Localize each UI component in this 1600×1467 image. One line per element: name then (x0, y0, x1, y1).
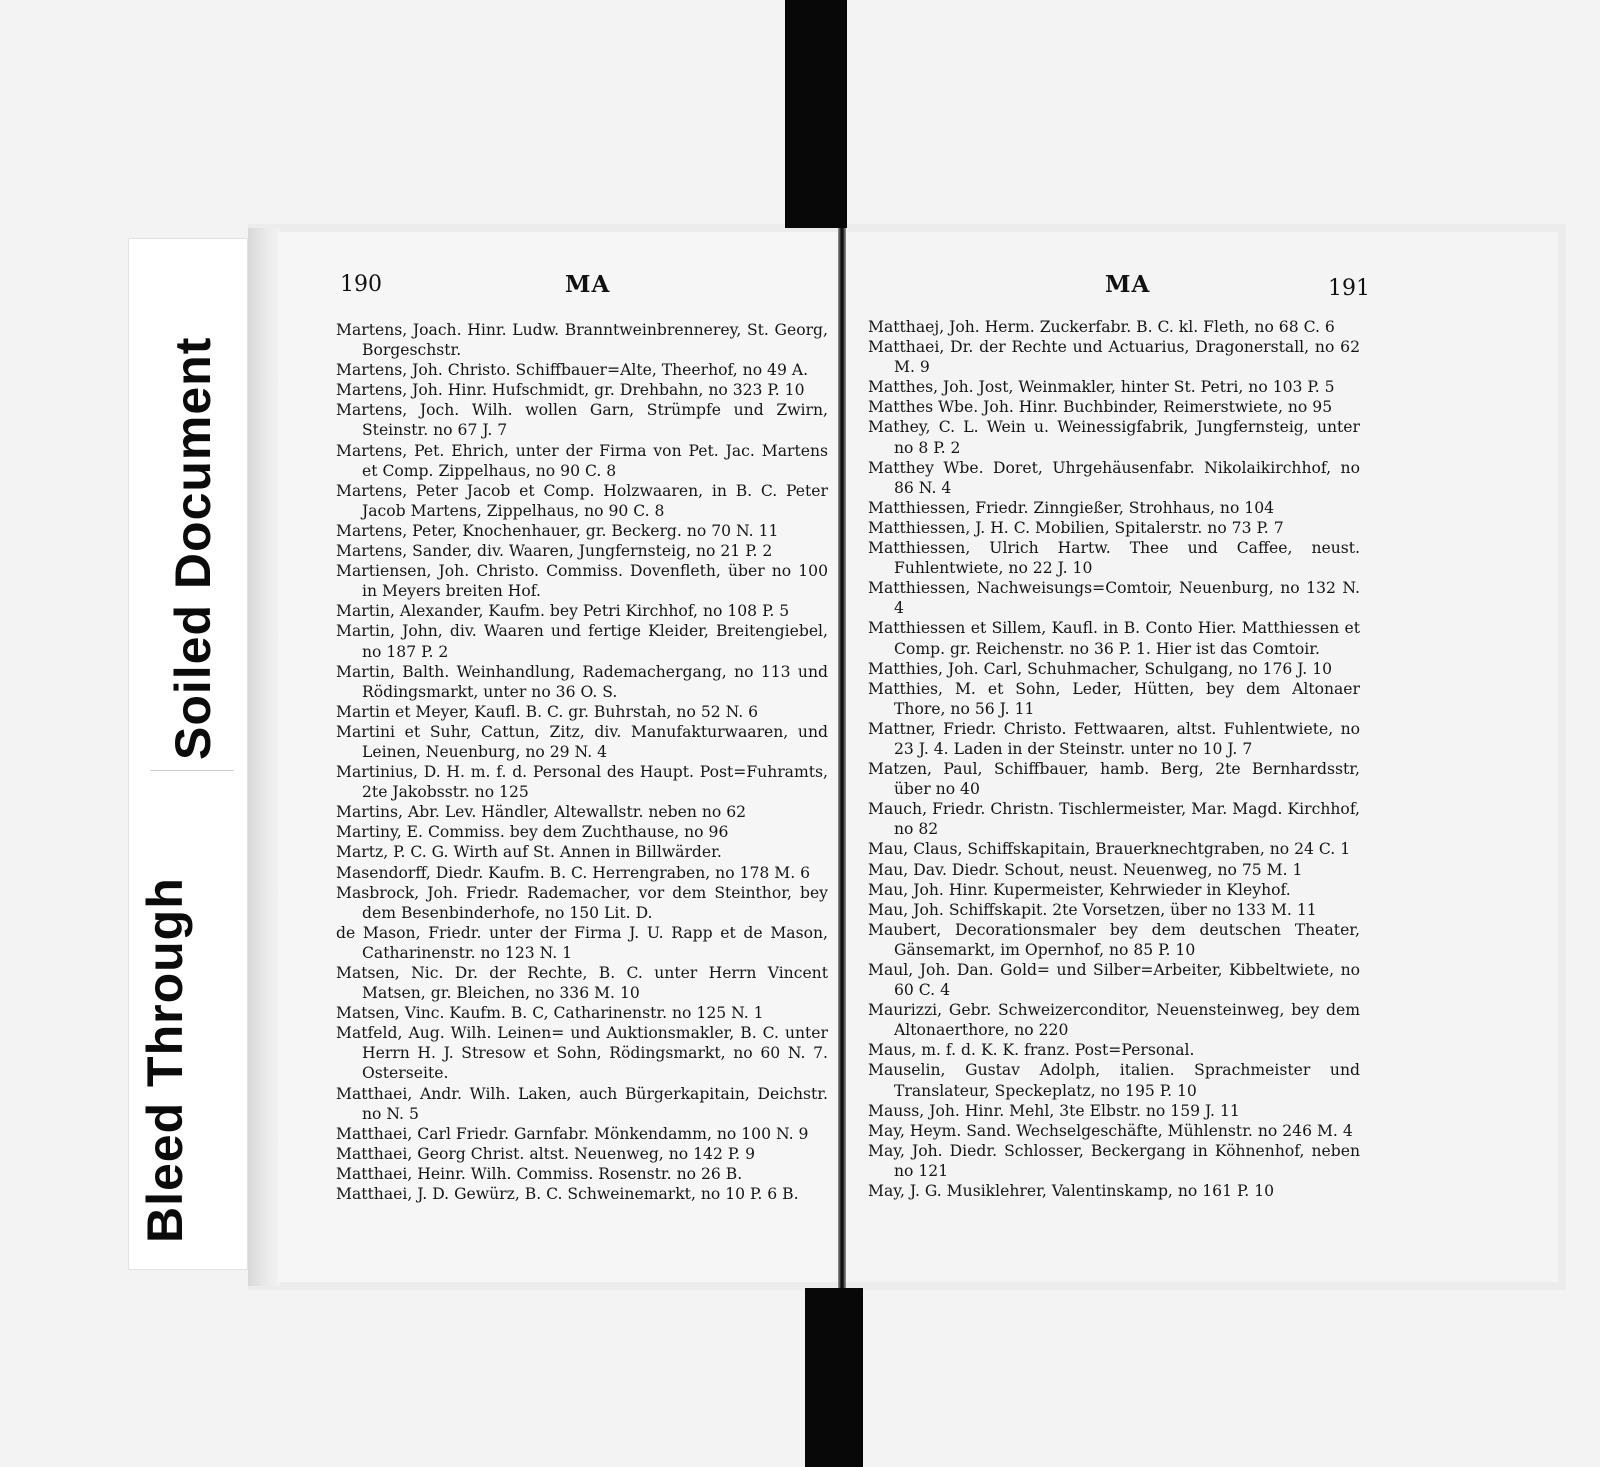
directory-entry: Martin et Meyer, Kaufl. B. C. gr. Buhrstah, no 52 N. 6 (336, 702, 759, 721)
directory-entry: May, Joh. Diedr. Schlosser, Beckergang in Köhnenhof, neben no 121 (868, 1141, 1360, 1180)
directory-entry: Maul, Joh. Dan. Gold= und Silber=Arbeiter, Kibbeltwiete, no 60 C. 4 (868, 961, 1360, 1000)
soiled-document-label: Soiled Document (165, 336, 221, 760)
top-clip (785, 0, 847, 228)
directory-entry: Martin, Alexander, Kaufm. bey Petri Kirchhof, no 108 P. 5 (336, 602, 790, 621)
directory-entry: Matthaei, Georg Christ. altst. Neuenweg, no 142 P. 9 (336, 1144, 755, 1163)
directory-entry: Mau, Joh. Hinr. Kupermeister, Kehrwieder in Kleyhof. (868, 880, 1291, 899)
directory-entry: Martin, Balth. Weinhandlung, Rademachergang, no 113 und Rödingsmarkt, unter no 36 O. S. (336, 662, 828, 701)
directory-entry: Mattner, Friedr. Christo. Fettwaaren, altst. Fuhlentwiete, no 23 J. 4. Laden in der Steinstr. unter no 10 J. 7 (868, 719, 1360, 758)
directory-entry: Maus, m. f. d. K. K. franz. Post=Personal. (868, 1041, 1195, 1060)
directory-entry: Martiny, E. Commiss. bey dem Zuchthause, no 96 (336, 823, 729, 842)
directory-entry: Masendorff, Diedr. Kaufm. B. C. Herrengraben, no 178 M. 6 (336, 863, 811, 882)
directory-entry: Matthiessen, Ulrich Hartw. Thee und Caffee, neust. Fuhlentwiete, no 22 J. 10 (868, 539, 1360, 578)
directory-entry: Matthaei, Carl Friedr. Garnfabr. Mönkendamm, no 100 N. 9 (336, 1124, 809, 1143)
directory-entry: Matthies, Joh. Carl, Schuhmacher, Schulgang, no 176 J. 10 (868, 659, 1333, 678)
label-divider (150, 770, 234, 771)
left-page-header: MA (565, 271, 611, 298)
book-gutter (838, 228, 846, 1290)
directory-entry: Mauselin, Gustav Adolph, italien. Sprachmeister und Translateur, Speckeplatz, no 195 P. 10 (868, 1061, 1360, 1100)
directory-entry: Matthies, M. et Sohn, Leder, Hütten, bey dem Altonaer Thore, no 56 J. 11 (868, 679, 1360, 718)
directory-entry: Martens, Peter Jacob et Comp. Holzwaaren, in B. C. Peter Jacob Martens, Zippelhaus, no 90 C. 8 (336, 481, 828, 520)
directory-entry: Martz, P. C. G. Wirth auf St. Annen in Billwärder. (336, 843, 722, 862)
directory-entry: Mauch, Friedr. Christn. Tischlermeister, Mar. Magd. Kirchhof, no 82 (868, 800, 1360, 839)
directory-entry: Matfeld, Aug. Wilh. Leinen= und Auktionsmakler, B. C. unter Herrn H. J. Stresow et Sohn, Rödingsmarkt, no 60 N. 7. Osterseite. (336, 1024, 828, 1083)
directory-entry: Martinius, D. H. m. f. d. Personal des Haupt. Post=Fuhramts, 2te Jakobsstr. no 125 (336, 763, 828, 802)
directory-entry: Matthes Wbe. Joh. Hinr. Buchbinder, Reimerstwiete, no 95 (868, 398, 1333, 417)
directory-entry: Maurizzi, Gebr. Schweizerconditor, Neuensteinweg, bey dem Altonaerthore, no 220 (868, 1001, 1360, 1040)
bottom-clip (805, 1288, 863, 1467)
directory-entry: Matthes, Joh. Jost, Weinmakler, hinter St. Petri, no 103 P. 5 (868, 378, 1335, 397)
page-edge (248, 228, 280, 1286)
left-entries-list (336, 320, 828, 1204)
left-page-number: 190 (340, 272, 382, 297)
directory-entry: Masbrock, Joh. Friedr. Rademacher, vor dem Steinthor, bey dem Besenbinderhofe, no 150 Lit. D. (336, 883, 828, 922)
directory-entry: Matzen, Paul, Schiffbauer, hamb. Berg, 2te Bernhardsstr, über no 40 (868, 760, 1360, 799)
directory-entry: Matthiessen et Sillem, Kaufl. in B. Conto Hier. Matthiessen et Comp. gr. Reichenstr. no 36 P. 1. Hier ist das Comtoir. (868, 619, 1360, 658)
directory-entry: Maubert, Decorationsmaler bey dem deutschen Theater, Gänsemarkt, im Opernhof, no 85 P. 10 (868, 920, 1360, 959)
directory-entry: Matthiessen, Nachweisungs=Comtoir, Neuenburg, no 132 N. 4 (868, 579, 1360, 618)
directory-entry: de Mason, Friedr. unter der Firma J. U. Rapp et de Mason, Catharinenstr. no 123 N. 1 (336, 923, 828, 962)
directory-entry: May, Heym. Sand. Wechselgeschäfte, Mühlenstr. no 246 M. 4 (868, 1121, 1353, 1140)
directory-entry: Matthiessen, Friedr. Zinngießer, Strohhaus, no 104 (868, 498, 1275, 517)
directory-entry: Martens, Pet. Ehrich, unter der Firma von Pet. Jac. Martens et Comp. Zippelhaus, no 90 C. 8 (336, 441, 828, 480)
directory-entry: Matsen, Vinc. Kaufm. B. C, Catharinenstr. no 125 N. 1 (336, 1004, 764, 1023)
directory-entry: Matthaei, Heinr. Wilh. Commiss. Rosenstr. no 26 B. (336, 1164, 743, 1183)
directory-entry: Matthaej, Joh. Herm. Zuckerfabr. B. C. kl. Fleth, no 68 C. 6 (868, 318, 1335, 336)
directory-entry: Matthaei, Andr. Wilh. Laken, auch Bürgerkapitain, Deichstr. no N. 5 (336, 1084, 828, 1123)
bleed-through-label: Bleed Through (137, 877, 193, 1243)
directory-entry: Martens, Joach. Hinr. Ludw. Branntweinbrennerey, St. Georg, Borgeschstr. (336, 321, 828, 360)
directory-entry: Matsen, Nic. Dr. der Rechte, B. C. unter Herrn Vincent Matsen, gr. Bleichen, no 336 M. 10 (336, 964, 828, 1003)
directory-entry: May, J. G. Musiklehrer, Valentinskamp, no 161 P. 10 (868, 1182, 1275, 1201)
directory-entry: Mathey, C. L. Wein u. Weinessigfabrik, Jungfernsteig, unter no 8 P. 2 (868, 418, 1360, 457)
directory-entry: Matthaei, Dr. der Rechte und Actuarius, Dragonerstall, no 62 M. 9 (868, 338, 1360, 377)
directory-entry: Matthiessen, J. H. C. Mobilien, Spitalerstr. no 73 P. 7 (868, 518, 1284, 537)
directory-entry: Martins, Abr. Lev. Händler, Altewallstr. neben no 62 (336, 803, 747, 822)
right-entries-list (868, 317, 1360, 1201)
directory-entry: Martens, Sander, div. Waaren, Jungfernsteig, no 21 P. 2 (336, 542, 773, 561)
directory-entry: Mau, Claus, Schiffskapitain, Brauerknechtgraben, no 24 C. 1 (868, 840, 1351, 859)
directory-entry: Martens, Joh. Christo. Schiffbauer=Alte, Theerhof, no 49 A. (336, 361, 809, 380)
directory-entry: Martini et Suhr, Cattun, Zitz, div. Manufakturwaaren, und Leinen, Neuenburg, no 29 N. 4 (336, 722, 828, 761)
directory-entry: Martens, Joh. Hinr. Hufschmidt, gr. Drehbahn, no 323 P. 10 (336, 381, 805, 400)
directory-entry: Martens, Peter, Knochenhauer, gr. Beckerg. no 70 N. 11 (336, 521, 779, 540)
directory-entry: Mau, Dav. Diedr. Schout, neust. Neuenweg, no 75 M. 1 (868, 860, 1303, 879)
directory-entry: Martin, John, div. Waaren und fertige Kleider, Breitengiebel, no 187 P. 2 (336, 622, 828, 661)
directory-entry: Mauss, Joh. Hinr. Mehl, 3te Elbstr. no 159 J. 11 (868, 1101, 1240, 1120)
directory-entry: Mau, Joh. Schiffskapit. 2te Vorsetzen, über no 133 M. 11 (868, 900, 1317, 919)
right-page-number: 191 (1328, 276, 1370, 301)
directory-entry: Matthey Wbe. Doret, Uhrgehäusenfabr. Nikolaikirchhof, no 86 N. 4 (868, 458, 1360, 497)
right-page-header: MA (1105, 271, 1151, 298)
directory-entry: Martens, Joch. Wilh. wollen Garn, Strümpfe und Zwirn, Steinstr. no 67 J. 7 (336, 401, 828, 440)
directory-entry: Matthaei, J. D. Gewürz, B. C. Schweinemarkt, no 10 P. 6 B. (336, 1185, 799, 1204)
directory-entry: Martiensen, Joh. Christo. Commiss. Dovenfleth, über no 100 in Meyers breiten Hof. (336, 562, 828, 601)
